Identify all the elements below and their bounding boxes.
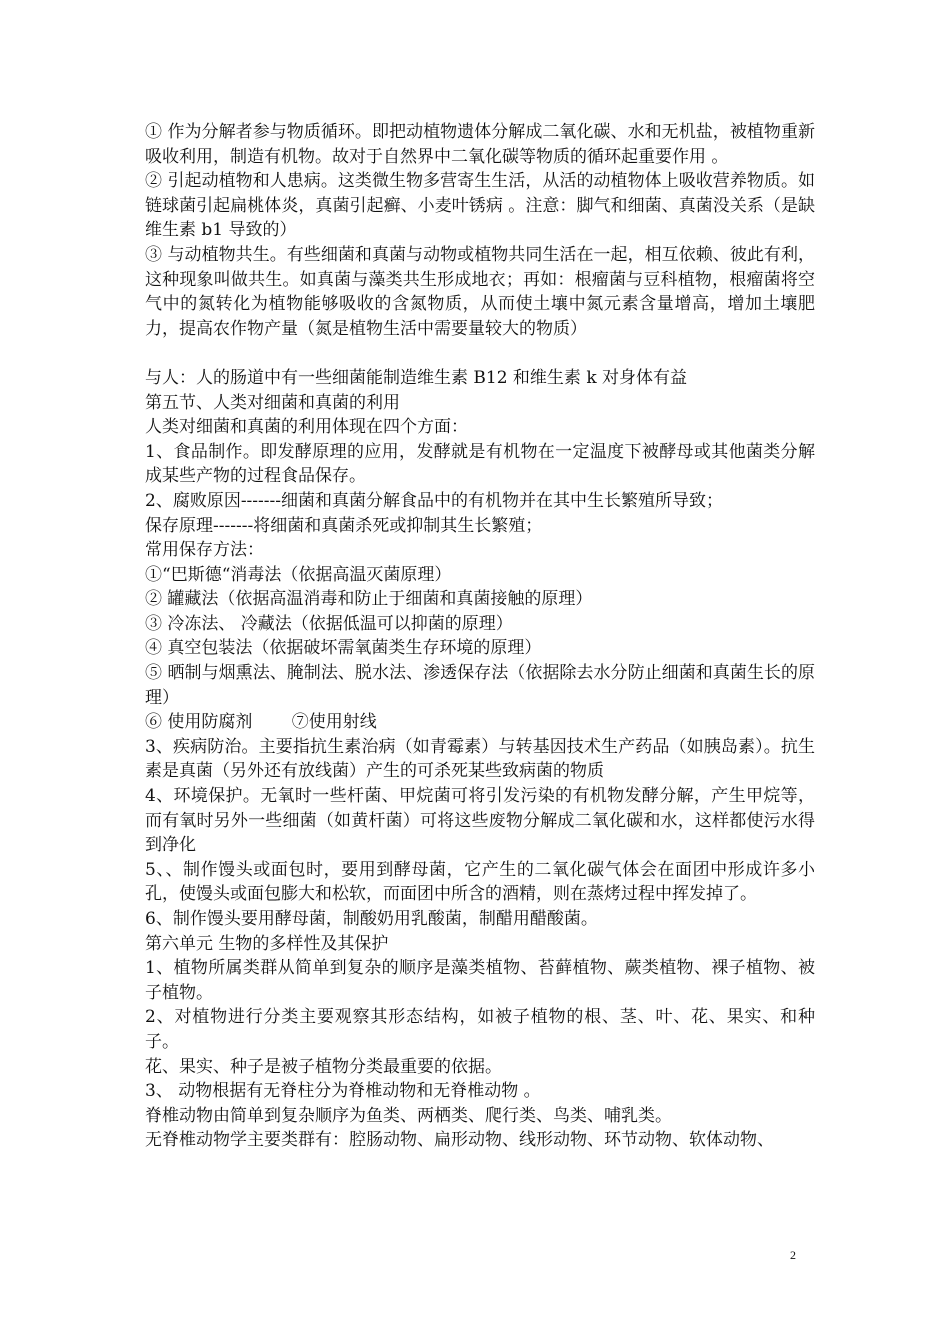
paragraph-flower-fruit: 花、果实、种子是被子植物分类最重要的依据。 [145, 1056, 502, 1077]
paragraph-vertebrates: 脊椎动物由简单到复杂顺序为鱼类、两栖类、爬行类、鸟类、哺乳类。 [145, 1105, 672, 1126]
paragraph-disease-prevention: 3、疾病防治。主要指抗生素治病（如青霉素）与转基因技术生产药品（如胰岛素）。抗生素是真菌（另外还有放线菌）产生的可杀死某些致病菌的物质 [145, 736, 815, 782]
page-number: 2 [790, 1248, 796, 1262]
list-item-canning: ② 罐藏法（依据高温消毒和防止于细菌和真菌接触的原理） [145, 589, 593, 610]
paragraph-invertebrates: 无脊椎动物学主要类群有：腔肠动物、扁形动物、线形动物、环节动物、软体动物、 [145, 1130, 774, 1151]
paragraph-decomposer: ① 作为分解者参与物质循环。即把动植物遗体分解成二氧化碳、水和无机盐，被植物重新吸收利用，制造有机物。故对于自然界中二氧化碳等物质的循环起重要作用 。 [145, 122, 815, 167]
paragraph-food-making: 1、食品制作。即发酵原理的应用，发酵就是有机物在一定温度下被酵母或其他菌类分解成某些产物的过程食品保存。 [145, 441, 815, 487]
list-item-preservative: ⑥ 使用防腐剂 ⑦使用射线 [145, 712, 377, 733]
list-item-pasteur: ①“巴斯德“消毒法（依据高温灭菌原理） [145, 564, 452, 585]
list-item-freezing: ③ 冷冻法、 冷藏法（依据低温可以抑菌的原理） [145, 613, 513, 634]
paragraph-animal-spine: 3、 动物根据有无脊柱分为脊椎动物和无脊椎动物 。 [145, 1081, 541, 1102]
paragraph-methods-heading: 常用保存方法： [145, 540, 264, 561]
paragraph-plant-groups: 1、植物所属类群从简单到复杂的顺序是藻类植物、苔藓植物、蕨类植物、裸子植物、被子植物。 [145, 958, 815, 1003]
paragraph-preservation-principle: 保存原理-------将细菌和真菌杀死或抑制其生长繁殖； [145, 515, 543, 536]
blank-line [145, 341, 815, 366]
body-text [145, 120, 815, 1153]
paragraph-intestine: 与人：人的肠道中有一些细菌能制造维生素 B12 和维生素 k 对身体有益 [145, 367, 688, 388]
paragraph-four-aspects: 人类对细菌和真菌的利用体现在四个方面： [145, 417, 468, 438]
section-heading-unit-6: 第六单元 生物的多样性及其保护 [145, 933, 389, 954]
list-item-drying: ⑤ 晒制与烟熏法、腌制法、脱水法、渗透保存法（依据除去水分防止细菌和真菌生长的原理） [145, 663, 815, 708]
paragraph-symbiosis: ③ 与动植物共生。有些细菌和真菌与动物或植物共同生活在一起，相互依赖、彼此有利，这种现象叫做共生。如真菌与藻类共生形成地衣；再如：根瘤菌与豆科植物，根瘤菌将空气中的氮转化为植物能够吸收的含氮物质，从而使土壤中氮元素含量增高，增加土壤肥力，提高农作物产量（氮是植物生活中需要量较大的物质） [145, 244, 815, 339]
list-item-vacuum: ④ 真空包装法（依据破坏需氧菌类生存环境的原理） [145, 638, 542, 659]
paragraph-spoilage-cause: 2、腐败原因-------细菌和真菌分解食品中的有机物并在其中生长繁殖所导致； [145, 490, 724, 511]
paragraph-yeast-use: 6、制作馒头要用酵母菌，制酸奶用乳酸菌，制醋用醋酸菌。 [145, 909, 598, 929]
section-heading-5: 第五节、人类对细菌和真菌的利用 [145, 392, 400, 413]
paragraph-bread: 5、、制作馒头或面包时，要用到酵母菌，它产生的二氧化碳气体会在面团中形成许多小孔，使馒头或面包膨大和松软，而面团中所含的酒精，则在蒸烤过程中挥发掉了。 [145, 859, 815, 905]
paragraph-environment: 4、环境保护。无氧时一些杆菌、甲烷菌可将引发污染的有机物发酵分解，产生甲烷等，而有氧时另外一些细菌（如黄杆菌）可将这些废物分解成二氧化碳和水，这样都使污水得到净化 [145, 786, 815, 856]
paragraph-plant-classification: 2、对植物进行分类主要观察其形态结构，如被子植物的根、茎、叶、花、果实、和种子。 [145, 1007, 815, 1052]
paragraph-disease: ② 引起动植物和人患病。这类微生物多营寄生生活，从活的动植物体上吸收营养物质。如链球菌引起扁桃体炎，真菌引起癣、小麦叶锈病 。注意：脚气和细菌、真菌没关系（是缺维生素 b1 导致的） [145, 171, 815, 241]
